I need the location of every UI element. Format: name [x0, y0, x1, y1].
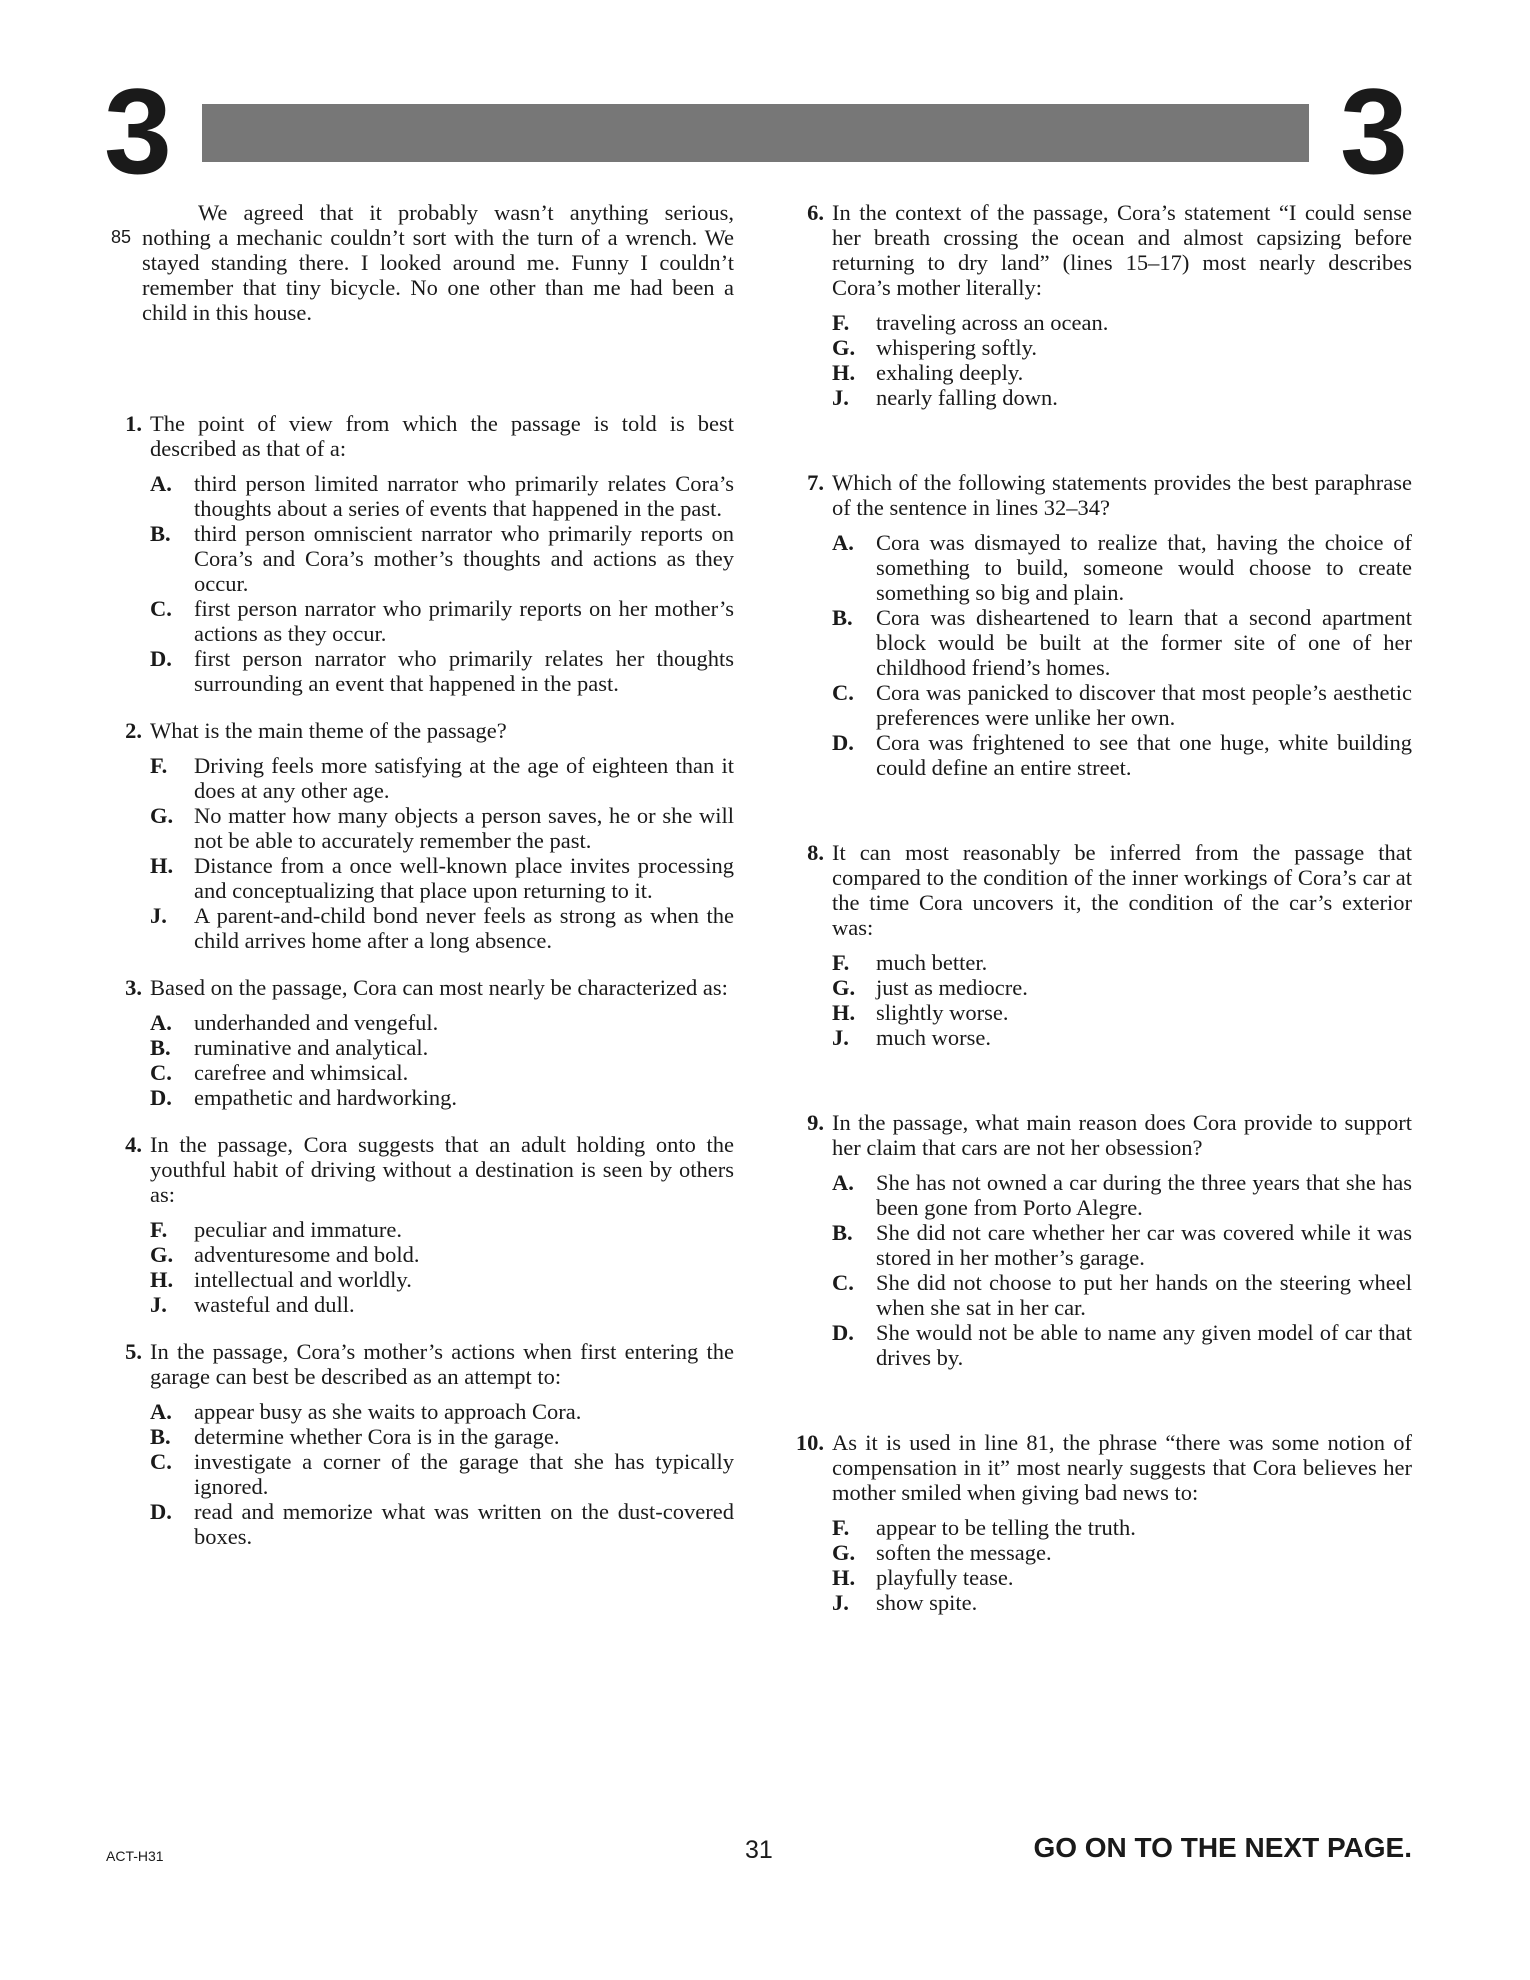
option-text: wasteful and dull. [194, 1292, 355, 1317]
answer-option[interactable] [150, 521, 734, 596]
option-text: Cora was panicked to discover that most people’s aesthetic preferences were unlike her own. [876, 680, 1412, 730]
option-letter: F. [150, 753, 168, 778]
option-text: appear to be telling the truth. [876, 1515, 1136, 1540]
option-letter: J. [832, 1025, 849, 1050]
answer-options [790, 950, 1412, 1050]
option-letter: H. [832, 360, 856, 385]
answer-options [108, 1399, 734, 1549]
option-text: slightly worse. [876, 1000, 1009, 1025]
answer-option[interactable] [832, 335, 1412, 360]
option-letter: A. [150, 1399, 172, 1424]
answer-option[interactable] [150, 596, 734, 646]
answer-option[interactable] [832, 385, 1412, 410]
answer-option[interactable] [832, 730, 1412, 780]
section-number-right: 3 [1340, 63, 1408, 199]
answer-option[interactable] [832, 1540, 1412, 1565]
option-letter: A. [832, 530, 854, 555]
section-number-left: 3 [104, 63, 172, 199]
question-number: 2. [125, 718, 142, 743]
question-number: 1. [125, 411, 142, 436]
option-letter: G. [150, 1242, 174, 1267]
option-letter: B. [832, 605, 853, 630]
option-letter: J. [150, 903, 167, 928]
answer-option[interactable] [832, 1270, 1412, 1320]
answer-options [108, 1010, 734, 1110]
option-letter: H. [150, 1267, 174, 1292]
option-text: She would not be able to name any given model of car that drives by. [876, 1320, 1412, 1370]
answer-options [790, 1515, 1412, 1615]
option-text: empathetic and hardworking. [194, 1085, 458, 1110]
answer-option[interactable] [150, 1499, 734, 1549]
option-text: Cora was dismayed to realize that, having the choice of something to build, someone would choose to create something so big and plain. [876, 530, 1412, 605]
option-text: A parent-and-child bond never feels as strong as when the child arrives home after a long absence. [194, 903, 734, 953]
answer-option[interactable] [832, 310, 1412, 335]
answer-option[interactable] [150, 753, 734, 803]
option-text: carefree and whimsical. [194, 1060, 409, 1085]
option-letter: B. [150, 1035, 171, 1060]
option-text: She did not care whether her car was covered while it was stored in her mother’s garage. [876, 1220, 1412, 1270]
question-number: 10. [795, 1430, 824, 1455]
answer-option[interactable] [832, 1565, 1412, 1590]
option-text: Cora was disheartened to learn that a second apartment block would be built at the former site of one of her childhood friend’s homes. [876, 605, 1412, 680]
option-letter: J. [832, 385, 849, 410]
passage-text: We agreed that it probably wasn’t anything serious, nothing a mechanic couldn’t sort with the turn of a wrench. We stayed standing there. I looked around me. Funny I couldn’t remember that tiny bicycle. No one other than me had been a child in this house. [142, 200, 734, 325]
question-3 [108, 975, 734, 1110]
answer-option[interactable] [832, 1025, 1412, 1050]
option-text: nearly falling down. [876, 385, 1058, 410]
question-stem: Based on the passage, Cora can most nearly be characterized as: [150, 975, 728, 1000]
option-letter: G. [832, 975, 856, 1000]
question-2 [108, 718, 734, 953]
option-letter: D. [832, 730, 854, 755]
option-letter: H. [832, 1565, 856, 1590]
page-number: 31 [745, 1836, 773, 1864]
answer-option[interactable] [150, 1010, 734, 1035]
answer-option[interactable] [150, 803, 734, 853]
question-stem: In the context of the passage, Cora’s statement “I could sense her breath crossing the ocean and almost capsizing before returning to dry land” (lines 15–17) most nearly describes Cora’s mother literally: [832, 200, 1412, 300]
option-text: much better. [876, 950, 988, 975]
option-letter: A. [832, 1170, 854, 1195]
answer-option[interactable] [832, 680, 1412, 730]
option-text: just as mediocre. [876, 975, 1028, 1000]
answer-option[interactable] [150, 1242, 734, 1267]
question-number: 9. [807, 1110, 824, 1135]
answer-option[interactable] [150, 903, 734, 953]
answer-option[interactable] [150, 1060, 734, 1085]
option-text: determine whether Cora is in the garage. [194, 1424, 560, 1449]
option-text: She did not choose to put her hands on the steering wheel when she sat in her car. [876, 1270, 1412, 1320]
option-text: Driving feels more satisfying at the age of eighteen than it does at any other age. [194, 753, 734, 803]
option-text: playfully tease. [876, 1565, 1014, 1590]
answer-option[interactable] [832, 1320, 1412, 1370]
go-on-notice: GO ON TO THE NEXT PAGE. [1033, 1832, 1412, 1863]
option-letter: B. [832, 1220, 853, 1245]
option-text: traveling across an ocean. [876, 310, 1109, 335]
option-text: Distance from a once well-known place invites processing and conceptualizing that place upon returning to it. [194, 853, 734, 903]
answer-option[interactable] [150, 1399, 734, 1424]
question-stem: In the passage, Cora suggests that an adult holding onto the youthful habit of driving without a destination is seen by others as: [150, 1132, 734, 1207]
option-letter: C. [150, 1449, 172, 1474]
option-letter: G. [150, 803, 174, 828]
answer-option[interactable] [832, 360, 1412, 385]
option-text: much worse. [876, 1025, 991, 1050]
question-stem: It can most reasonably be inferred from the passage that compared to the condition of the inner workings of Cora’s car at the time Cora uncovers it, the condition of the car’s exterior was: [832, 840, 1412, 940]
question-4 [108, 1132, 734, 1317]
question-number: 3. [125, 975, 142, 1000]
option-letter: D. [150, 1499, 172, 1524]
option-letter: F. [832, 1515, 850, 1540]
left-column [108, 200, 734, 1549]
option-text: investigate a corner of the garage that she has typically ignored. [194, 1449, 734, 1499]
answer-option[interactable] [150, 1292, 734, 1317]
option-letter: F. [150, 1217, 168, 1242]
answer-option[interactable] [832, 1170, 1412, 1220]
answer-option[interactable] [150, 1424, 734, 1449]
option-text: read and memorize what was written on the dust-covered boxes. [194, 1499, 734, 1549]
question-stem: Which of the following statements provides the best paraphrase of the sentence in lines 32–34? [832, 470, 1412, 520]
option-letter: G. [832, 1540, 856, 1565]
option-letter: C. [150, 1060, 172, 1085]
right-column [790, 200, 1412, 1615]
answer-options [790, 310, 1412, 410]
question-number: 7. [807, 470, 824, 495]
option-letter: D. [832, 1320, 854, 1345]
question-stem: In the passage, Cora’s mother’s actions when first entering the garage can best be described as an attempt to: [150, 1339, 734, 1389]
answer-option[interactable] [832, 530, 1412, 605]
option-letter: D. [150, 1085, 172, 1110]
answer-option[interactable] [150, 1449, 734, 1499]
option-letter: H. [150, 853, 174, 878]
answer-option[interactable] [832, 1220, 1412, 1270]
option-text: first person narrator who primarily relates her thoughts surrounding an event that happened in the past. [194, 646, 734, 696]
option-text: exhaling deeply. [876, 360, 1024, 385]
option-letter: J. [150, 1292, 167, 1317]
option-letter: C. [150, 596, 172, 621]
question-stem: As it is used in line 81, the phrase “there was some notion of compensation in it” most nearly suggests that Cora believes her mother smiled when giving bad news to: [832, 1430, 1412, 1505]
form-code: ACT-H31 [106, 1848, 164, 1864]
option-text: soften the message. [876, 1540, 1052, 1565]
option-text: She has not owned a car during the three years that she has been gone from Porto Alegre. [876, 1170, 1412, 1220]
option-letter: B. [150, 1424, 171, 1449]
question-number: 4. [125, 1132, 142, 1157]
section-header-bar [202, 104, 1309, 162]
question-7 [790, 470, 1412, 780]
question-number: 6. [807, 200, 824, 225]
question-number: 8. [807, 840, 824, 865]
option-text: underhanded and vengeful. [194, 1010, 439, 1035]
answer-option[interactable] [150, 1267, 734, 1292]
answer-option[interactable] [150, 1085, 734, 1110]
answer-option[interactable] [150, 1035, 734, 1060]
question-stem: The point of view from which the passage is told is best described as that of a: [150, 411, 734, 461]
option-letter: H. [832, 1000, 856, 1025]
answer-option[interactable] [150, 1217, 734, 1242]
answer-option[interactable] [150, 646, 734, 696]
question-stem: In the passage, what main reason does Cora provide to support her claim that cars are not her obsession? [832, 1110, 1412, 1160]
option-text: whispering softly. [876, 335, 1038, 360]
option-letter: C. [832, 680, 854, 705]
answer-option[interactable] [832, 1590, 1412, 1615]
option-text: No matter how many objects a person saves, he or she will not be able to accurately remember the past. [194, 803, 734, 853]
option-text: show spite. [876, 1590, 978, 1615]
question-10 [790, 1430, 1412, 1615]
option-text: intellectual and worldly. [194, 1267, 412, 1292]
passage-excerpt [108, 200, 734, 325]
answer-options [108, 753, 734, 953]
option-letter: F. [832, 950, 850, 975]
question-9 [790, 1110, 1412, 1370]
answer-option[interactable] [150, 471, 734, 521]
question-1 [108, 411, 734, 696]
answer-option[interactable] [832, 605, 1412, 680]
option-text: third person limited narrator who primarily relates Cora’s thoughts about a series of events that happened in the past. [194, 471, 734, 521]
line-number: 85 [111, 227, 132, 247]
option-letter: A. [150, 471, 172, 496]
option-text: third person omniscient narrator who primarily reports on Cora’s and Cora’s mother’s thoughts and actions as they occur. [194, 521, 734, 596]
question-8 [790, 840, 1412, 1050]
question-6 [790, 200, 1412, 410]
answer-option[interactable] [832, 950, 1412, 975]
question-stem: What is the main theme of the passage? [150, 718, 507, 743]
option-text: appear busy as she waits to approach Cora. [194, 1399, 582, 1424]
answer-option[interactable] [832, 975, 1412, 1000]
answer-options [108, 471, 734, 696]
option-letter: C. [832, 1270, 854, 1295]
option-letter: F. [832, 310, 850, 335]
answer-option[interactable] [832, 1515, 1412, 1540]
answer-option[interactable] [150, 853, 734, 903]
question-5 [108, 1339, 734, 1549]
answer-option[interactable] [832, 1000, 1412, 1025]
option-text: adventuresome and bold. [194, 1242, 420, 1267]
option-text: peculiar and immature. [194, 1217, 403, 1242]
answer-options [790, 1170, 1412, 1370]
option-letter: D. [150, 646, 172, 671]
option-letter: J. [832, 1590, 849, 1615]
option-text: ruminative and analytical. [194, 1035, 429, 1060]
option-letter: A. [150, 1010, 172, 1035]
answer-options [790, 530, 1412, 780]
option-text: Cora was frightened to see that one huge, white building could define an entire street. [876, 730, 1412, 780]
answer-options [108, 1217, 734, 1317]
option-letter: G. [832, 335, 856, 360]
option-text: first person narrator who primarily reports on her mother’s actions as they occur. [194, 596, 734, 646]
option-letter: B. [150, 521, 171, 546]
question-number: 5. [125, 1339, 142, 1364]
